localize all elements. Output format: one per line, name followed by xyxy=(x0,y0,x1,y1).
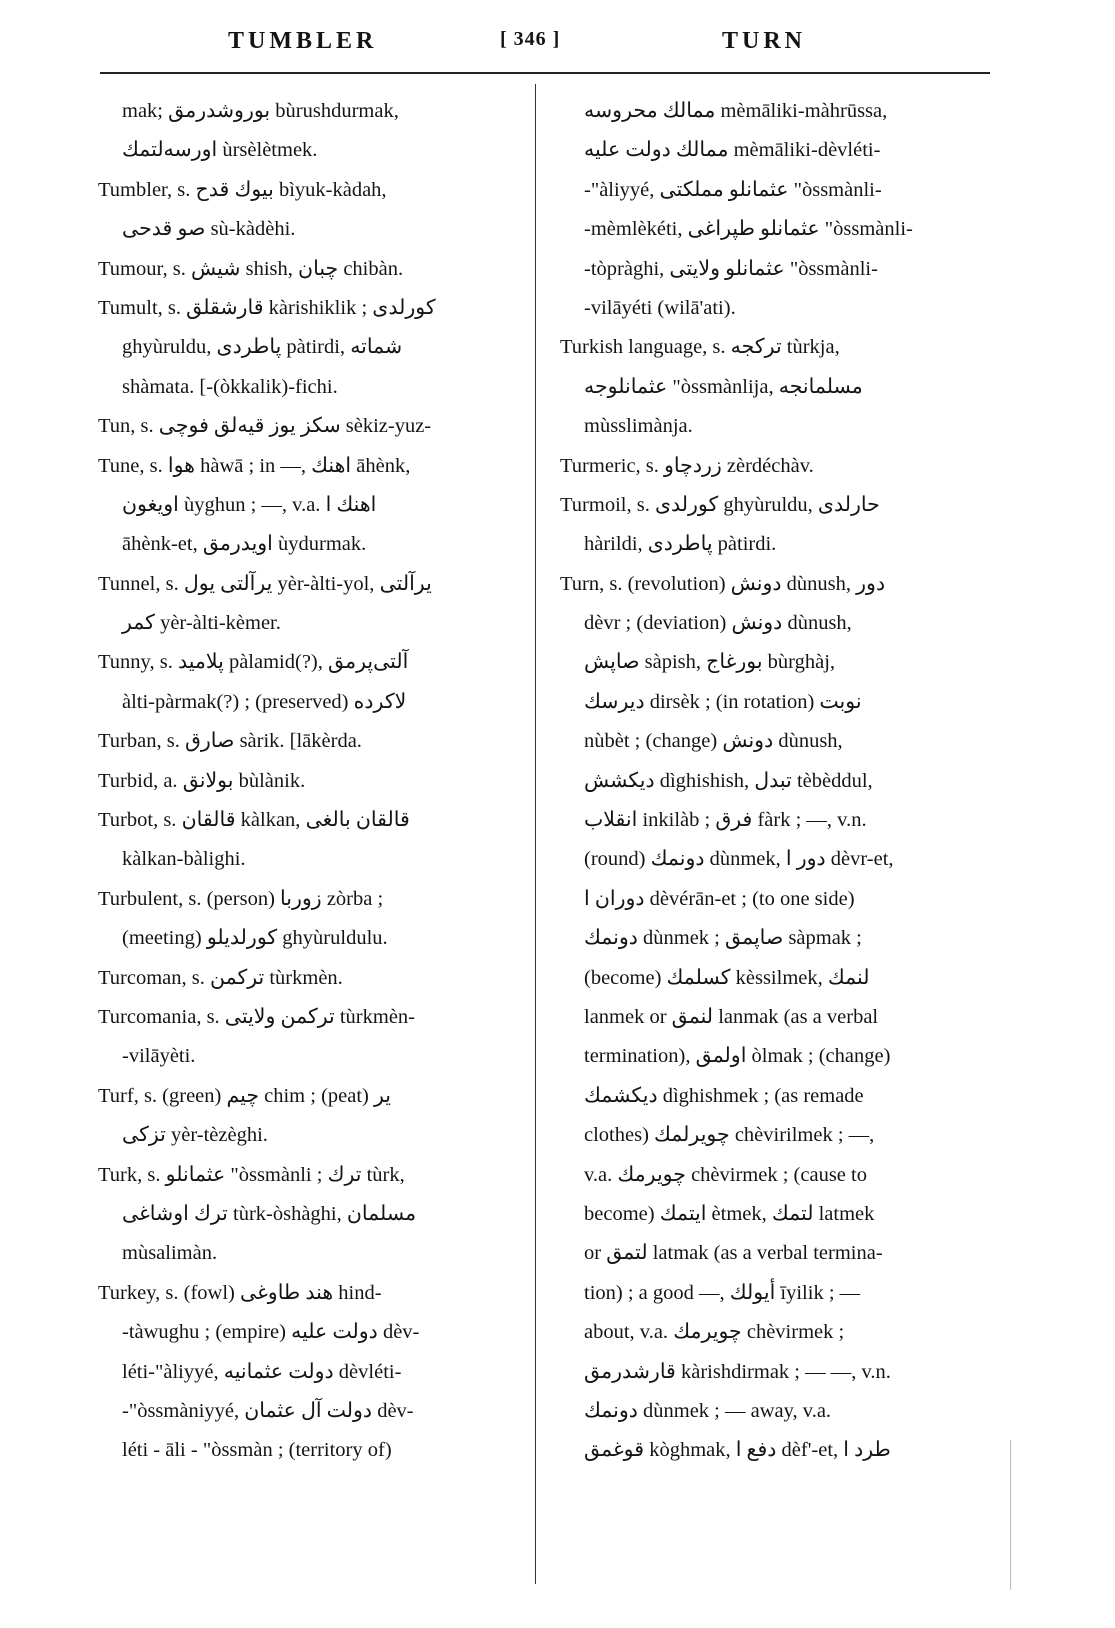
page-edge-mark xyxy=(1010,1440,1011,1590)
dictionary-line: kàlkan-bàlighi. xyxy=(122,848,246,871)
header-rule xyxy=(100,72,990,74)
dictionary-line: -"òssmàniyyé, دولت آل عثمان dèv- xyxy=(122,1399,414,1422)
dictionary-line: clothes) چويرلمك chèvirilmek ; —, xyxy=(584,1124,875,1147)
dictionary-line: Turbulent, s. (person) زوربا zòrba ; xyxy=(98,887,384,910)
dictionary-line: قوغمق kòghmak, دفع ا dèf'-et, طرد ا xyxy=(584,1439,891,1462)
dictionary-line: Turkey, s. (fowl) هند طاوغى hind- xyxy=(98,1281,382,1304)
dictionary-line: lanmek or لنمق lanmak (as a verbal xyxy=(584,1005,879,1028)
dictionary-line: Tumour, s. شيش shish, چبان chibàn. xyxy=(98,257,404,280)
dictionary-line: Turban, s. صارق sàrik. [lākèrda. xyxy=(98,730,362,753)
dictionary-line: Turbid, a. بولانق bùlànik. xyxy=(98,769,306,792)
dictionary-line: صاپش sàpish, بورغاج bùrghàj, xyxy=(584,651,836,674)
dictionary-line: دوران ا dèvérān-et ; (to one side) xyxy=(584,887,855,910)
dictionary-line: انقلاب inkilàb ; فرق fàrk ; —, v.n. xyxy=(584,809,867,832)
dictionary-line: or لتمق latmak (as a verbal termina- xyxy=(584,1242,883,1265)
dictionary-line: Turmoil, s. كورلدى ghyùruldu, حارلدى xyxy=(560,493,880,516)
dictionary-line: tion) ; a good —, أيولك īyilik ; — xyxy=(584,1281,861,1304)
dictionary-line: قارشدرمق kàrishdirmak ; — —, v.n. xyxy=(584,1360,891,1383)
dictionary-line: mùsslimànja. xyxy=(584,415,693,438)
dictionary-line: اويغون ùyghun ; —, v.a. اهنك ا xyxy=(122,493,377,516)
dictionary-line: Turf, s. (green) چيم chim ; (peat) ير xyxy=(98,1084,392,1107)
dictionary-line: dèvr ; (deviation) دونش dùnush, xyxy=(584,612,852,635)
dictionary-line: دونمك dùnmek ; — away, v.a. xyxy=(584,1399,832,1422)
dictionary-line: Tunny, s. پلاميد pàlamid(?), آلتى‌پرمق xyxy=(98,651,409,674)
dictionary-line: -vilāyèti. xyxy=(122,1045,196,1068)
dictionary-line: اورسه‌لتمك ùrsèlètmek. xyxy=(122,139,318,162)
dictionary-line: shàmata. [-(òkkalik)-fichi. xyxy=(122,375,338,398)
column-divider xyxy=(535,84,536,1584)
dictionary-line: Turcomania, s. تركمن ولايتى tùrkmèn- xyxy=(98,1005,416,1028)
dictionary-line: āhènk-et, اويدرمق ùydurmak. xyxy=(122,533,367,556)
dictionary-line: v.a. چويرمك chèvirmek ; (cause to xyxy=(584,1163,867,1186)
dictionary-line: Tumbler, s. بيوك قدح bìyuk-kàdah, xyxy=(98,178,387,201)
dictionary-line: Turmeric, s. زردچاو zèrdéchàv. xyxy=(560,454,814,477)
dictionary-line: تزكى yèr-tèzèghi. xyxy=(122,1124,268,1147)
dictionary-line: ممالك دولت عليه mèmāliki-dèvléti- xyxy=(584,139,881,162)
dictionary-line: nùbèt ; (change) دونش dùnush, xyxy=(584,730,843,753)
dictionary-line: Turkish language, s. تركجه tùrkja, xyxy=(560,336,840,359)
dictionary-line: كمر yèr-àlti-kèmer. xyxy=(122,612,281,635)
left-column xyxy=(98,92,518,1471)
dictionary-line: دونمك dùnmek ; صاپمق sàpmak ; xyxy=(584,927,862,950)
dictionary-line: (round) دونمك dùnmek, دور ا dèvr-et, xyxy=(584,848,894,871)
dictionary-line: Tumult, s. قارشقلق kàrishiklik ; كورلدى xyxy=(98,296,436,319)
dictionary-line: termination), اولمق òlmak ; (change) xyxy=(584,1045,891,1068)
right-column xyxy=(560,92,980,1471)
dictionary-line: (become) كسلمك kèssilmek, لنمك xyxy=(584,966,870,989)
dictionary-line: léti - āli - "òssmàn ; (territory of) xyxy=(122,1439,392,1462)
running-head-left: TUMBLER xyxy=(228,28,378,54)
page-header xyxy=(100,28,980,68)
dictionary-line: hàrildi, پاطردى pàtirdi. xyxy=(584,533,777,556)
dictionary-line: Tun, s. سكز يوز قيه‌لق فوچى sèkiz-yuz- xyxy=(98,415,432,438)
dictionary-line: léti-"àliyyé, دولت عثمانيه dèvléti- xyxy=(122,1360,402,1383)
dictionary-line: -"àliyyé, عثمانلو مملكتى "òssmànli- xyxy=(584,178,882,201)
dictionary-line: àlti-pàrmak(?) ; (preserved) لاكرده xyxy=(122,690,407,713)
dictionary-line: Turk, s. عثمانلو "òssmànli ; ترك tùrk, xyxy=(98,1163,405,1186)
dictionary-line: mùsalimàn. xyxy=(122,1242,218,1265)
dictionary-line: (meeting) كورلديلو ghyùruldulu. xyxy=(122,927,388,950)
dictionary-line: -vilāyéti (wilā'ati). xyxy=(584,296,736,319)
dictionary-line: -mèmlèkéti, عثمانلو طپراغى "òssmànli- xyxy=(584,218,913,241)
dictionary-line: ديرسك dirsèk ; (in rotation) نوبت xyxy=(584,690,862,713)
dictionary-line: ترك اوشاغى tùrk-òshàghi, مسلمان xyxy=(122,1202,417,1225)
dictionary-line: -tòpràghi, عثمانلو ولايتى "òssmànli- xyxy=(584,257,878,280)
dictionary-line: ممالك محروسه mèmāliki-màhrūssa, xyxy=(584,100,888,122)
dictionary-line: Tune, s. هوا hàwā ; in —, اهنك āhènk, xyxy=(98,454,411,477)
dictionary-line: ديكشش dìghishish, تبدل tèbèddul, xyxy=(584,769,873,792)
dictionary-line: -tàwughu ; (empire) دولت عليه dèv- xyxy=(122,1321,420,1344)
dictionary-line: Turbot, s. قالقان kàlkan, قالقان بالغى xyxy=(98,809,410,832)
dictionary-line: mak; بوروشدرمق bùrushdurmak, xyxy=(122,100,399,122)
running-head-right: TURN xyxy=(722,28,807,54)
page-number: [ 346 ] xyxy=(500,28,561,50)
dictionary-line: ghyùruldu, پاطردى pàtirdi, شماته xyxy=(122,336,403,359)
dictionary-line: ديكشمك dìghishmek ; (as remade xyxy=(584,1084,864,1107)
dictionary-line: become) ايتمك ètmek, لتمك latmek xyxy=(584,1202,875,1225)
dictionary-line: about, v.a. چويرمك chèvirmek ; xyxy=(584,1321,845,1344)
dictionary-line: Turcoman, s. تركمن tùrkmèn. xyxy=(98,966,343,989)
dictionary-line: Tunnel, s. يرآلتى يول yèr-àlti-yol, يرآلتى xyxy=(98,572,432,595)
dictionary-line: صو قدحى sù-kàdèhi. xyxy=(122,218,296,241)
dictionary-line: Turn, s. (revolution) دونش dùnush, دور xyxy=(560,572,886,595)
dictionary-line: عثمانلوجه "òssmànlija, مسلمانجه xyxy=(584,375,863,398)
